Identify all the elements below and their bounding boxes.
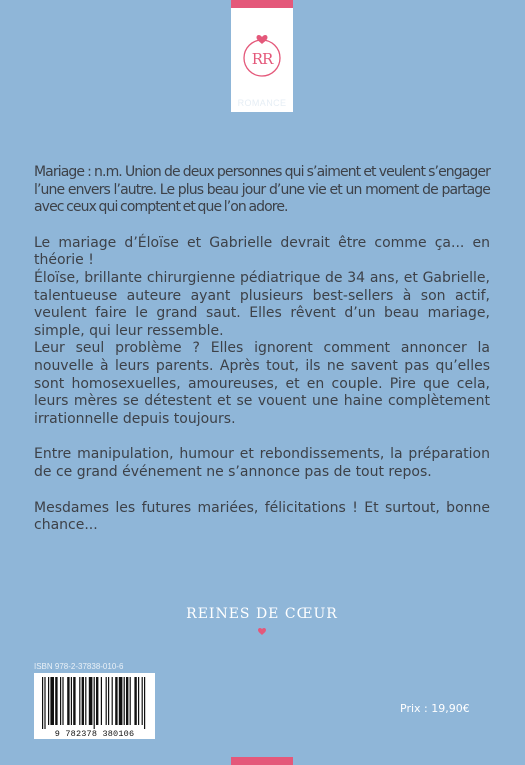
series-title: REINES DE CŒUR <box>186 606 338 622</box>
top-pink-band <box>231 0 293 8</box>
blurb-paragraph-4: Entre manipulation, humour et rebondissements, la préparation de ce grand événement ne s’annonce pas de tout repos. <box>34 446 490 480</box>
blurb-paragraph-5: Mesdames les futures mariées, félicitations ! Et surtout, bonne chance... <box>34 499 490 534</box>
barcode <box>34 673 155 739</box>
barcode-digits: 9 782378 380106 <box>54 729 135 739</box>
publisher-monogram: RR <box>251 50 273 68</box>
blurb-paragraph-1: Le mariage d’Éloïse et Gabrielle devrait être comme ça... en théorie ! <box>34 234 490 269</box>
blurb-paragraph-3: Leur seul problème ? Elles ignorent comment annoncer la nouvelle à leurs parents. Après tout, ils ne savent pas qu’elles sont homosexuelles, amoureuses, et en couple. Pire que cela, leurs mères se détestent et se vouent une haine complètement irrationnelle depuis toujours. <box>34 340 490 427</box>
publisher-badge <box>231 8 293 112</box>
definition-paragraph: Mariage : n.m. Union de deux personnes qui s’aiment et veulent s’engager l’une envers l’autre. Le plus beau jour d’une vie et un moment de partage avec ceux qui comptent et que l’on adore. <box>34 164 490 216</box>
price-label: Prix : 19,90€ <box>400 702 470 715</box>
imprint-label: ROMANCE <box>237 98 287 108</box>
blurb <box>34 164 490 535</box>
publisher-logo-icon <box>241 28 283 80</box>
isbn-text: ISBN 978-2-37838-010-6 <box>34 662 124 671</box>
barcode-bars <box>34 673 155 729</box>
blurb-paragraph-2: Éloïse, brillante chirurgienne pédiatrique de 34 ans, et Gabrielle, talentueuse auteure ayant plusieurs best-sellers à son actif, veulent faire le grand saut. Elles rêvent d’un beau mariage, simple, qui leur ressemble. <box>34 269 490 339</box>
bottom-pink-band <box>231 757 293 765</box>
heart-icon <box>257 627 267 636</box>
